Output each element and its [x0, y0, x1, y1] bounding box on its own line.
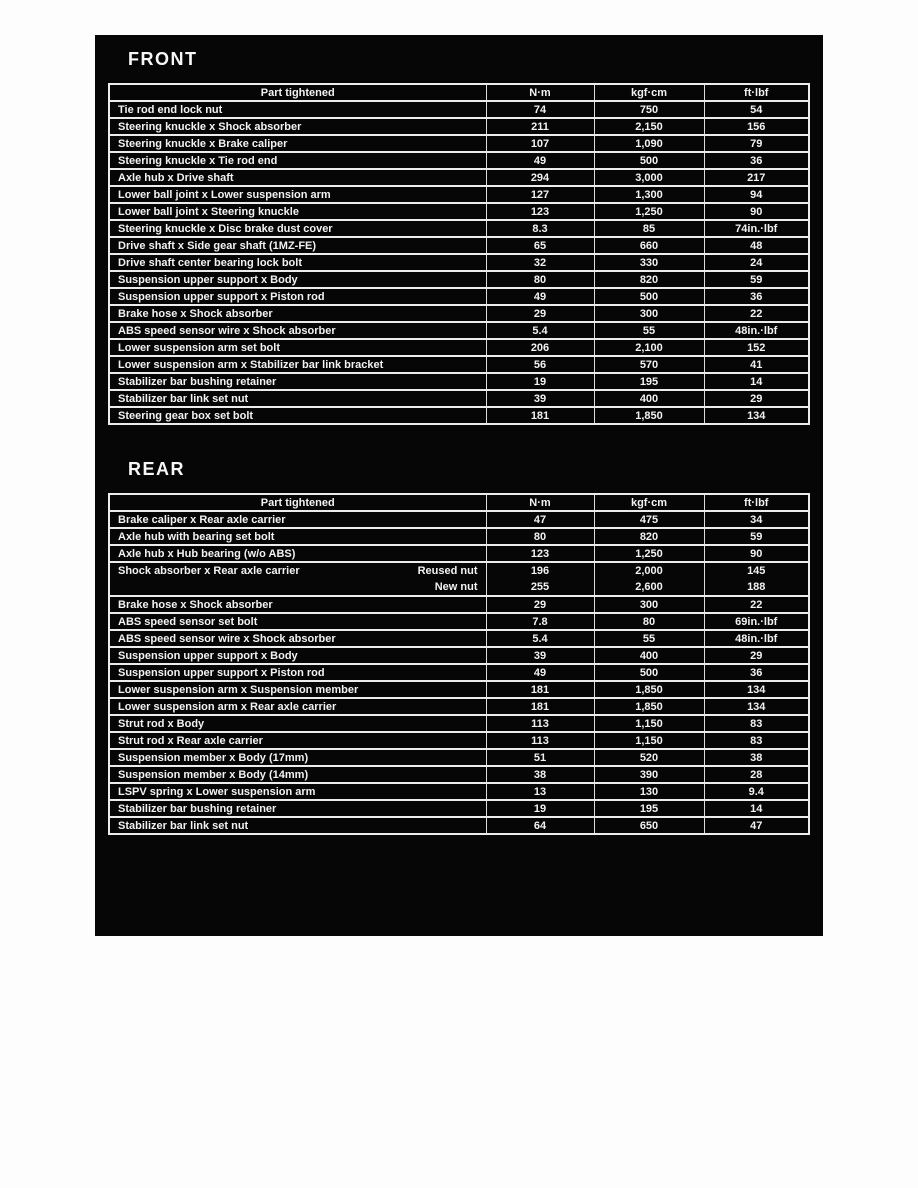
part-name: Steering knuckle x Disc brake dust cover	[118, 222, 333, 235]
part-cell	[109, 511, 486, 528]
table-row	[109, 715, 809, 732]
table-row	[109, 528, 809, 545]
nm-value: 19	[486, 800, 594, 817]
part-cell	[109, 254, 486, 271]
kgfcm-value: 80	[594, 613, 704, 630]
part-cell	[109, 783, 486, 800]
ftlbf-value: 24	[704, 254, 809, 271]
nm-value: 29	[486, 596, 594, 613]
ftlbf-value: 22	[704, 596, 809, 613]
table-row	[109, 220, 809, 237]
kgfcm-value: 570	[594, 356, 704, 373]
part-cell	[109, 305, 486, 322]
ftlbf-value: 145	[704, 562, 809, 579]
kgfcm-value: 1,250	[594, 203, 704, 220]
part-cell	[109, 800, 486, 817]
part-cell	[109, 118, 486, 135]
table-row	[109, 545, 809, 562]
part-cell	[109, 220, 486, 237]
part-name: Suspension upper support x Body	[118, 273, 298, 286]
part-cell	[109, 203, 486, 220]
part-name: Suspension upper support x Piston rod	[118, 290, 325, 303]
kgfcm-value: 400	[594, 647, 704, 664]
rear-header-row	[109, 494, 809, 511]
table-row	[109, 681, 809, 698]
nm-value: 113	[486, 715, 594, 732]
kgfcm-value: 2,600	[594, 579, 704, 596]
part-name: Strut rod x Rear axle carrier	[118, 734, 263, 747]
ftlbf-value: 188	[704, 579, 809, 596]
nm-value: 255	[486, 579, 594, 596]
part-cell	[109, 186, 486, 203]
kgfcm-value: 1,090	[594, 135, 704, 152]
ftlbf-value: 83	[704, 732, 809, 749]
kgfcm-value: 2,100	[594, 339, 704, 356]
nm-value: 196	[486, 562, 594, 579]
part-cell	[109, 101, 486, 118]
ftlbf-value: 94	[704, 186, 809, 203]
kgfcm-value: 1,250	[594, 545, 704, 562]
nm-value: 80	[486, 528, 594, 545]
kgfcm-value: 130	[594, 783, 704, 800]
ftlbf-value: 48in.·lbf	[704, 322, 809, 339]
kgfcm-value: 500	[594, 152, 704, 169]
column-header-nm: N·m	[486, 494, 594, 511]
column-header-ftlbf: ft·lbf	[704, 84, 809, 101]
column-header-kgfcm: kgf·cm	[594, 494, 704, 511]
part-name: Steering knuckle x Brake caliper	[118, 137, 288, 150]
part-cell	[109, 579, 486, 596]
nm-value: 39	[486, 390, 594, 407]
front-torque-table	[108, 83, 810, 425]
table-row	[109, 390, 809, 407]
ftlbf-value: 36	[704, 152, 809, 169]
part-name: Stabilizer bar link set nut	[118, 392, 249, 405]
nm-value: 32	[486, 254, 594, 271]
part-cell	[109, 356, 486, 373]
table-row	[109, 373, 809, 390]
kgfcm-value: 820	[594, 271, 704, 288]
kgfcm-value: 1,850	[594, 681, 704, 698]
ftlbf-value: 156	[704, 118, 809, 135]
column-header-ftlbf: ft·lbf	[704, 494, 809, 511]
nm-value: 294	[486, 169, 594, 186]
nm-value: 19	[486, 373, 594, 390]
ftlbf-value: 134	[704, 681, 809, 698]
kgfcm-value: 520	[594, 749, 704, 766]
kgfcm-value: 300	[594, 305, 704, 322]
kgfcm-value: 820	[594, 528, 704, 545]
nm-value: 206	[486, 339, 594, 356]
part-name: Stabilizer bar bushing retainer	[118, 802, 277, 815]
nm-value: 47	[486, 511, 594, 528]
ftlbf-value: 90	[704, 203, 809, 220]
kgfcm-value: 750	[594, 101, 704, 118]
part-name: Strut rod x Body	[118, 717, 205, 730]
table-row	[109, 664, 809, 681]
ftlbf-value: 48	[704, 237, 809, 254]
table-row	[109, 237, 809, 254]
ftlbf-value: 134	[704, 698, 809, 715]
ftlbf-value: 59	[704, 271, 809, 288]
table-row	[109, 511, 809, 528]
part-name: Brake hose x Shock absorber	[118, 307, 273, 320]
kgfcm-value: 1,850	[594, 698, 704, 715]
ftlbf-value: 59	[704, 528, 809, 545]
ftlbf-value: 217	[704, 169, 809, 186]
kgfcm-value: 475	[594, 511, 704, 528]
kgfcm-value: 55	[594, 630, 704, 647]
part-cell	[109, 237, 486, 254]
part-cell	[109, 545, 486, 562]
part-name: Axle hub x Drive shaft	[118, 171, 234, 184]
table-row	[109, 339, 809, 356]
column-header-part: Part tightened	[260, 496, 335, 509]
part-name: Tie rod end lock nut	[118, 103, 223, 116]
part-name: LSPV spring x Lower suspension arm	[118, 785, 316, 798]
ftlbf-value: 29	[704, 390, 809, 407]
ftlbf-value: 9.4	[704, 783, 809, 800]
ftlbf-value: 74in.·lbf	[704, 220, 809, 237]
nm-value: 39	[486, 647, 594, 664]
part-cell	[109, 390, 486, 407]
table-row	[109, 613, 809, 630]
table-row	[109, 647, 809, 664]
rear-table-body	[109, 511, 809, 834]
part-name: ABS speed sensor wire x Shock absorber	[118, 324, 336, 337]
nm-value: 65	[486, 237, 594, 254]
ftlbf-value: 38	[704, 749, 809, 766]
table-row	[109, 305, 809, 322]
part-name: Steering gear box set bolt	[118, 409, 254, 422]
part-cell	[109, 681, 486, 698]
nm-value: 64	[486, 817, 594, 834]
part-name: Drive shaft x Side gear shaft (1MZ-FE)	[118, 239, 317, 252]
nm-value: 211	[486, 118, 594, 135]
nm-value: 107	[486, 135, 594, 152]
ftlbf-value: 28	[704, 766, 809, 783]
front-section-title: FRONT	[128, 49, 198, 69]
part-cell	[109, 749, 486, 766]
nm-value: 13	[486, 783, 594, 800]
nm-value: 123	[486, 203, 594, 220]
kgfcm-value: 650	[594, 817, 704, 834]
kgfcm-value: 1,150	[594, 732, 704, 749]
rear-torque-table	[108, 493, 810, 835]
part-name: Steering knuckle x Tie rod end	[118, 154, 278, 167]
nm-value: 38	[486, 766, 594, 783]
ftlbf-value: 34	[704, 511, 809, 528]
part-cell	[109, 135, 486, 152]
part-cell	[109, 288, 486, 305]
nm-value: 7.8	[486, 613, 594, 630]
table-row	[109, 407, 809, 424]
nut-condition-note: Reused nut	[417, 565, 478, 577]
nm-value: 29	[486, 305, 594, 322]
ftlbf-value: 14	[704, 800, 809, 817]
table-row	[109, 732, 809, 749]
nm-value: 123	[486, 545, 594, 562]
ftlbf-value: 22	[704, 305, 809, 322]
ftlbf-value: 14	[704, 373, 809, 390]
ftlbf-value: 48in.·lbf	[704, 630, 809, 647]
kgfcm-value: 195	[594, 800, 704, 817]
nut-condition-note: New nut	[434, 581, 478, 593]
part-cell	[109, 322, 486, 339]
part-cell	[109, 596, 486, 613]
torque-spec-panel	[95, 35, 823, 936]
kgfcm-value: 1,150	[594, 715, 704, 732]
rear-section-title: REAR	[128, 459, 186, 479]
table-row	[109, 288, 809, 305]
nm-value: 80	[486, 271, 594, 288]
part-name: Suspension member x Body (14mm)	[118, 768, 309, 781]
kgfcm-value: 3,000	[594, 169, 704, 186]
part-name: Stabilizer bar bushing retainer	[118, 375, 277, 388]
part-cell	[109, 339, 486, 356]
part-name: Brake hose x Shock absorber	[118, 598, 273, 611]
part-cell	[109, 766, 486, 783]
table-row	[109, 135, 809, 152]
nm-value: 181	[486, 407, 594, 424]
nm-value: 181	[486, 698, 594, 715]
nm-value: 49	[486, 288, 594, 305]
part-cell	[109, 562, 486, 579]
nm-value: 49	[486, 664, 594, 681]
kgfcm-value: 500	[594, 288, 704, 305]
table-row	[109, 101, 809, 118]
part-cell	[109, 647, 486, 664]
part-cell	[109, 407, 486, 424]
part-name: Drive shaft center bearing lock bolt	[118, 256, 302, 269]
ftlbf-value: 29	[704, 647, 809, 664]
nm-value: 56	[486, 356, 594, 373]
nm-value: 51	[486, 749, 594, 766]
column-header-part: Part tightened	[260, 86, 335, 99]
kgfcm-value: 400	[594, 390, 704, 407]
part-name: ABS speed sensor set bolt	[118, 615, 258, 628]
table-row	[109, 596, 809, 613]
ftlbf-value: 41	[704, 356, 809, 373]
part-cell	[109, 817, 486, 834]
table-row	[109, 749, 809, 766]
table-row	[109, 322, 809, 339]
part-cell	[109, 528, 486, 545]
part-name: ABS speed sensor wire x Shock absorber	[118, 632, 336, 645]
column-header-nm: N·m	[486, 84, 594, 101]
table-row	[109, 630, 809, 647]
kgfcm-value: 300	[594, 596, 704, 613]
part-name: Axle hub with bearing set bolt	[118, 530, 275, 543]
part-name: Lower suspension arm x Rear axle carrier	[118, 700, 337, 713]
front-header-row	[109, 84, 809, 101]
nm-value: 113	[486, 732, 594, 749]
nm-value: 5.4	[486, 322, 594, 339]
column-header-kgfcm: kgf·cm	[594, 84, 704, 101]
table-row	[109, 562, 809, 579]
part-name: Suspension upper support x Body	[118, 649, 298, 662]
table-row	[109, 579, 809, 596]
table-row	[109, 817, 809, 834]
part-cell	[109, 373, 486, 390]
part-cell	[109, 732, 486, 749]
ftlbf-value: 83	[704, 715, 809, 732]
part-name: Stabilizer bar link set nut	[118, 819, 249, 832]
part-name: Lower suspension arm x Stabilizer bar link bracket	[118, 358, 384, 371]
table-row	[109, 254, 809, 271]
ftlbf-value: 47	[704, 817, 809, 834]
ftlbf-value: 36	[704, 664, 809, 681]
ftlbf-value: 90	[704, 545, 809, 562]
table-row	[109, 766, 809, 783]
table-row	[109, 356, 809, 373]
nm-value: 181	[486, 681, 594, 698]
table-row	[109, 118, 809, 135]
table-row	[109, 152, 809, 169]
table-row	[109, 271, 809, 288]
part-name: Brake caliper x Rear axle carrier	[118, 513, 286, 526]
part-name: Suspension upper support x Piston rod	[118, 666, 325, 679]
nm-value: 127	[486, 186, 594, 203]
part-name: Lower ball joint x Steering knuckle	[118, 205, 299, 218]
kgfcm-value: 2,000	[594, 562, 704, 579]
kgfcm-value: 500	[594, 664, 704, 681]
part-name: Shock absorber x Rear axle carrier	[118, 565, 300, 577]
kgfcm-value: 390	[594, 766, 704, 783]
nm-value: 5.4	[486, 630, 594, 647]
part-name: Axle hub x Hub bearing (w/o ABS)	[118, 547, 296, 560]
part-cell	[109, 664, 486, 681]
part-cell	[109, 698, 486, 715]
table-row	[109, 203, 809, 220]
kgfcm-value: 55	[594, 322, 704, 339]
ftlbf-value: 152	[704, 339, 809, 356]
ftlbf-value: 69in.·lbf	[704, 613, 809, 630]
table-row	[109, 800, 809, 817]
nm-value: 49	[486, 152, 594, 169]
table-row	[109, 186, 809, 203]
part-cell	[109, 613, 486, 630]
nm-value: 74	[486, 101, 594, 118]
nm-value: 8.3	[486, 220, 594, 237]
ftlbf-value: 79	[704, 135, 809, 152]
part-cell	[109, 169, 486, 186]
ftlbf-value: 134	[704, 407, 809, 424]
table-row	[109, 698, 809, 715]
part-cell	[109, 152, 486, 169]
ftlbf-value: 36	[704, 288, 809, 305]
kgfcm-value: 1,850	[594, 407, 704, 424]
ftlbf-value: 54	[704, 101, 809, 118]
kgfcm-value: 660	[594, 237, 704, 254]
part-cell	[109, 715, 486, 732]
kgfcm-value: 2,150	[594, 118, 704, 135]
kgfcm-value: 195	[594, 373, 704, 390]
table-row	[109, 783, 809, 800]
part-cell	[109, 630, 486, 647]
front-table-body	[109, 101, 809, 424]
part-name: Lower suspension arm x Suspension member	[118, 683, 359, 696]
kgfcm-value: 330	[594, 254, 704, 271]
kgfcm-value: 85	[594, 220, 704, 237]
part-name: Steering knuckle x Shock absorber	[118, 120, 302, 133]
kgfcm-value: 1,300	[594, 186, 704, 203]
part-name: Lower suspension arm set bolt	[118, 341, 280, 354]
part-name: Suspension member x Body (17mm)	[118, 751, 309, 764]
part-cell	[109, 271, 486, 288]
table-row	[109, 169, 809, 186]
part-name: Lower ball joint x Lower suspension arm	[118, 188, 331, 201]
